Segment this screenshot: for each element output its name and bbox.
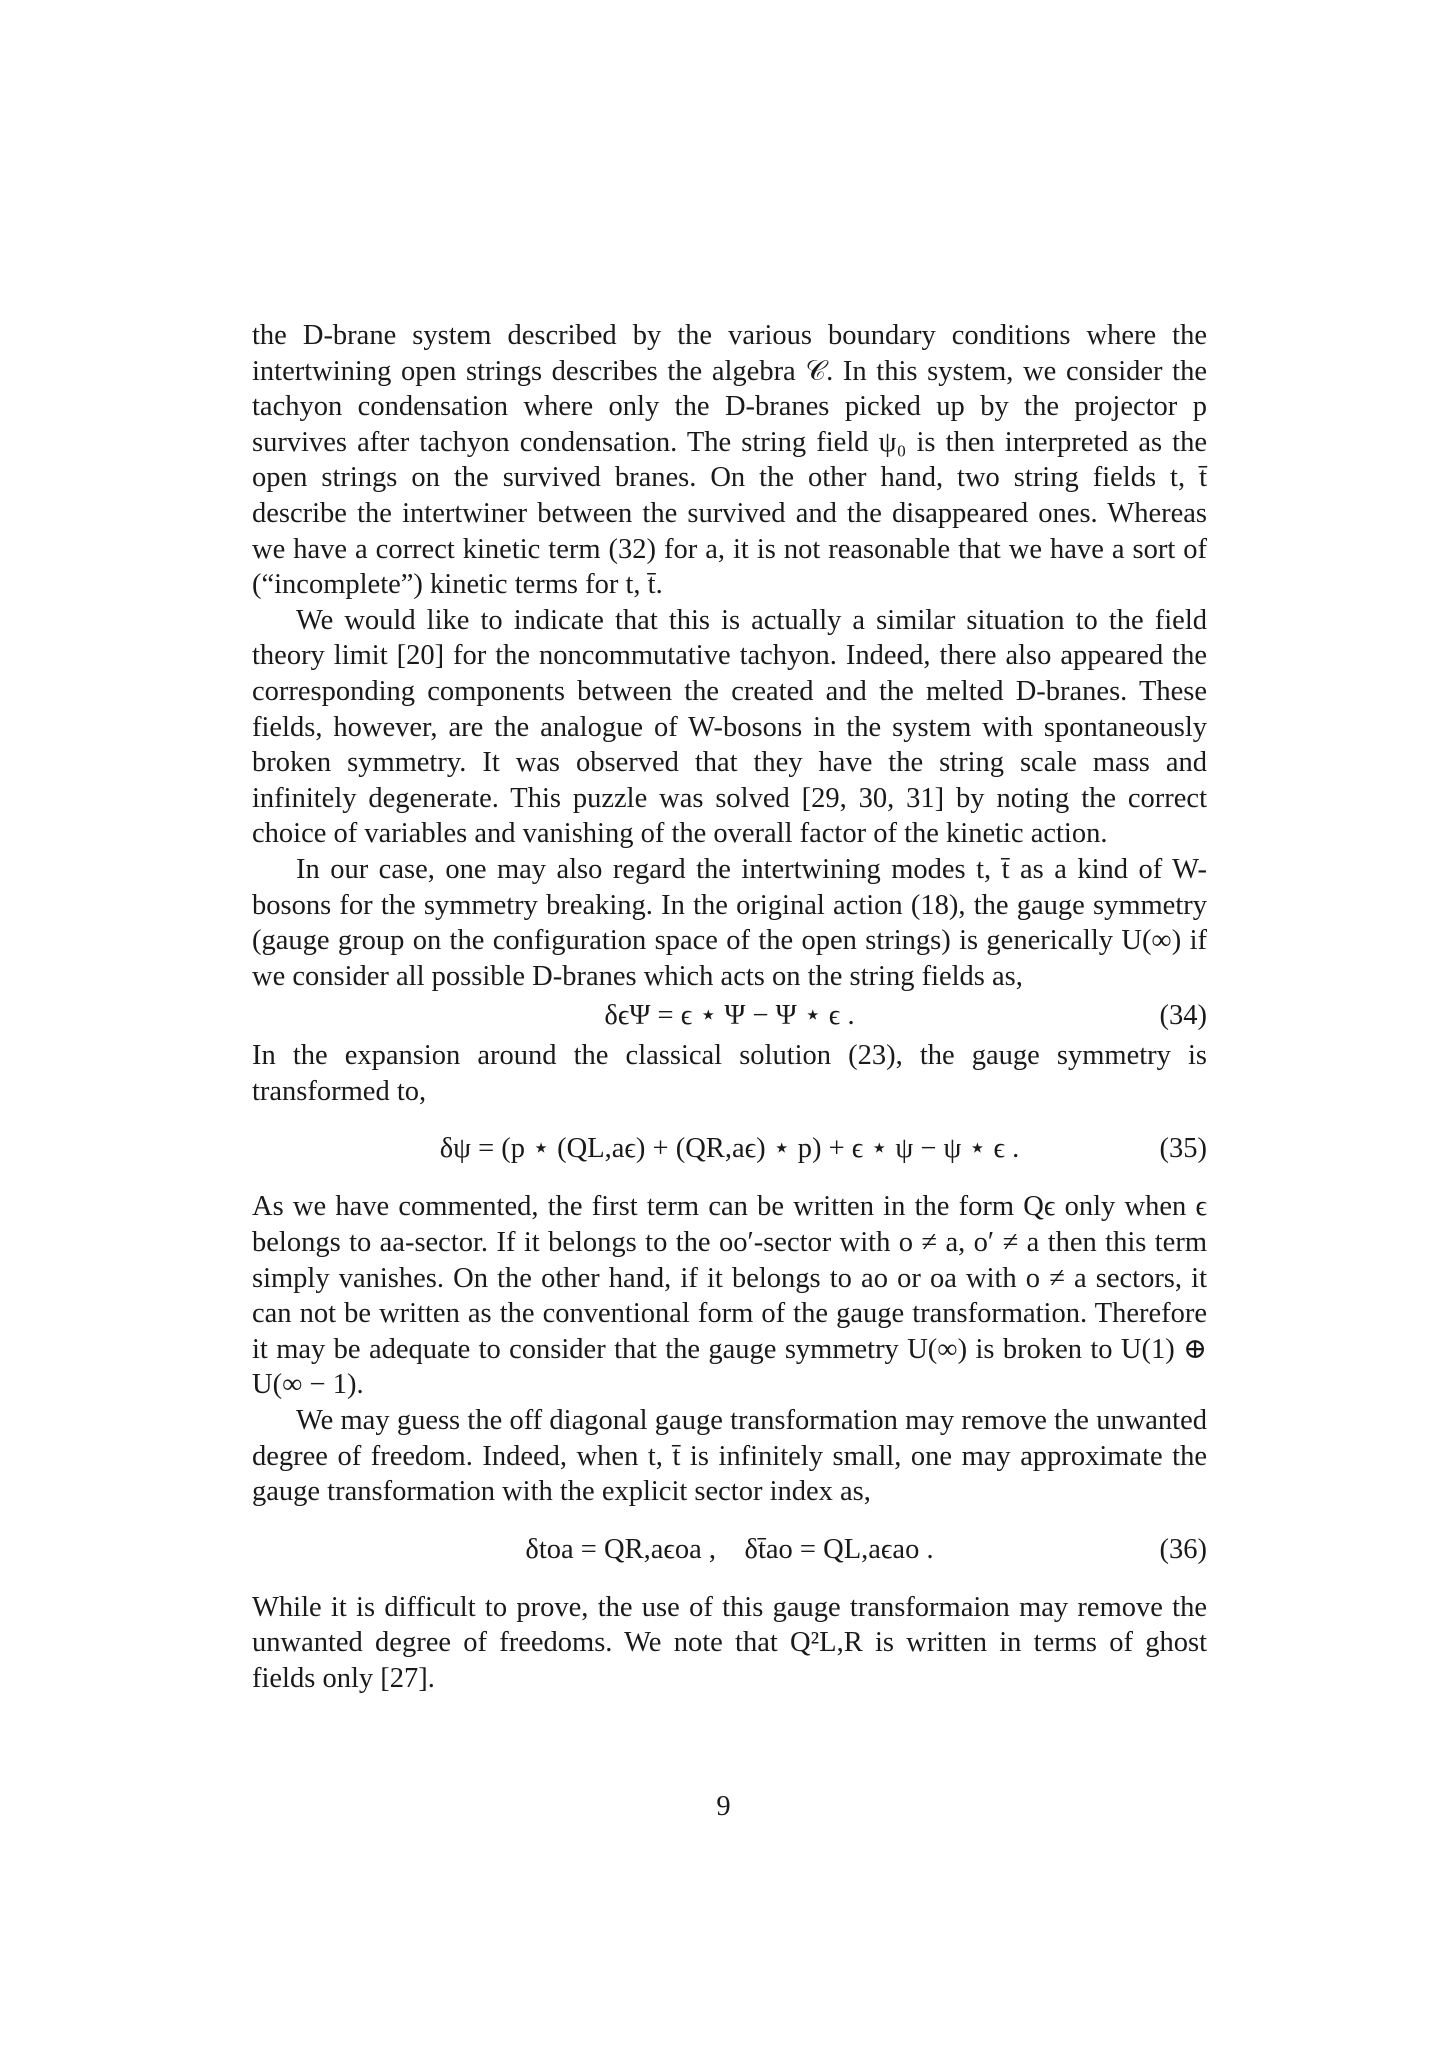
paragraph-2: We would like to indicate that this is actually a similar situation to the field theory limit [20] for the noncommutative tachyon. Indeed, there also appeared the corresponding components between the created and the melted D-branes. These fields, however, are the analogue of W-bosons in the system with spontaneously broken symmetry. It was observed that they have the string scale mass and infinitely degenerate. This puzzle was solved [29, 30, 31] by noting the correct choice of variables and vanishing of the overall factor of the kinetic action. — [252, 604, 1207, 850]
equation-36 — [252, 1532, 1207, 1568]
equation-34-number: (34) — [1159, 1000, 1207, 1032]
equation-34-body: δϵΨ = ϵ ⋆ Ψ − Ψ ⋆ ϵ . — [604, 1000, 855, 1032]
paragraph-7: While it is difficult to prove, the use of this gauge transformaion may remove the unwanted degree of freedoms. We note that Q²L,R is written in terms of ghost fields only [27]. — [252, 1591, 1207, 1694]
equation-35-number: (35) — [1159, 1133, 1207, 1165]
paragraph-5: As we have commented, the first term can be written in the form Qϵ only when ϵ belongs to aa-sector. If it belongs to the oo′-sector with o ≠ a, o′ ≠ a then this term simply vanishes. On the other hand, if it belongs to ao or oa with o ≠ a sectors, it can not be written as the conventional form of the gauge transformation. Therefore it may be adequate to consider that the gauge symmetry U(∞) is broken to U(1) ⊕ U(∞ − 1). — [252, 1191, 1207, 1401]
equation-35 — [252, 1131, 1207, 1167]
paragraph-4: In the expansion around the classical solution (23), the gauge symmetry is transformed to, — [252, 1040, 1207, 1107]
equation-36-number: (36) — [1159, 1533, 1207, 1565]
paragraph-3: In our case, one may also regard the intertwining modes t, t̄ as a kind of W-bosons for the symmetry breaking. In the original action (18), the gauge symmetry (gauge group on the configuration space of the open strings) is generically U(∞) if we consider all possible D-branes which acts on the string fields as, — [252, 853, 1207, 992]
equation-36-body: δtoa = QR,aϵoa , δt̄ao = QL,aϵao . — [525, 1533, 934, 1565]
equation-34 — [252, 998, 1207, 1034]
paragraph-1: the D-brane system described by the various boundary conditions where the intertwining open strings describes the algebra 𝒞. In this system, we consider the tachyon condensation where only the D-branes picked up by the projector p survives after tachyon condensation. The string field ψ₀ is then interpreted as the open strings on the survived branes. On the other hand, two string fields t, t̄ describe the intertwiner between the survived and the disappeared ones. Whereas we have a correct kinetic term (32) for a, it is not reasonable that we have a sort of (“incomplete”) kinetic terms for t, t̄. — [252, 320, 1207, 601]
page-body — [252, 318, 1207, 1697]
equation-35-body: δψ = (p ⋆ (QL,aϵ) + (QR,aϵ) ⋆ p) + ϵ ⋆ ψ − ψ ⋆ ϵ . — [439, 1133, 1020, 1165]
page-number: 9 — [716, 1791, 731, 1822]
paragraph-6: We may guess the off diagonal gauge transformation may remove the unwanted degree of freedom. Indeed, when t, t̄ is infinitely small, one may approximate the gauge transformation with the explicit sector index as, — [252, 1405, 1207, 1508]
